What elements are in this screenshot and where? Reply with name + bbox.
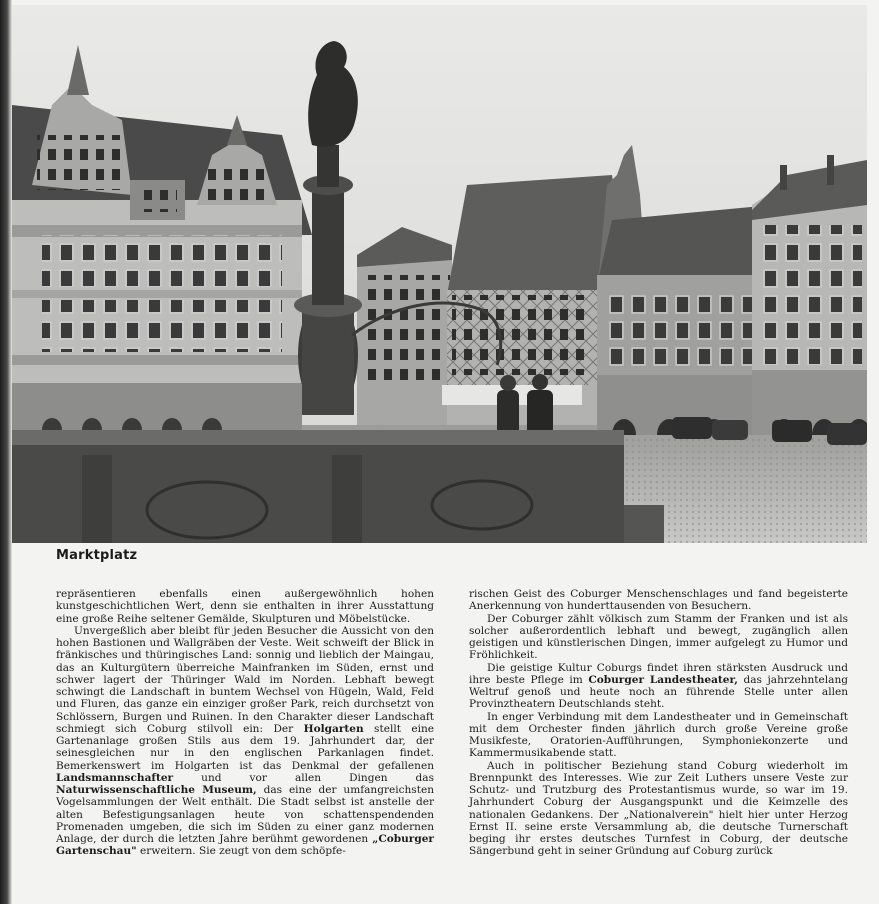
paragraph — [56, 588, 434, 625]
text-column-left — [56, 588, 434, 858]
text-run: das eine der umfangreichsten Vogelsammlungen der Welt enthält. Die Stadt selbst ist anstelle der alten Befestigungsanlagen heute von schattenspendenden Promenaden umgeben, die sich im Süden zu einer ganz modernen Anlage, der durch die letzten Jahre berühmt gewordenen — [56, 784, 434, 845]
text-run: rischen Geist des Coburger Menschenschlages und fand begeisterte Anerkennung von hunderttausenden von Besuchern. — [469, 588, 848, 613]
paragraph — [469, 711, 848, 760]
text-run: und vor allen Dingen das — [173, 771, 434, 784]
emphasis-landestheater: Coburger Landestheater, — [588, 673, 738, 686]
paragraph — [469, 760, 848, 858]
text-run: In enger Verbindung mit dem Landestheater und in Gemeinschaft mit dem Orchester finden jährlich durch große Vereine große Musikfeste, Oratorien-Aufführungen, Symphoniekonzerte und Kammermusikabende statt. — [469, 710, 848, 760]
emphasis-holgarten: Holgarten — [303, 722, 364, 735]
text-run: stellt eine Gartenanlage großen Stils aus dem 19. Jahrhundert dar, der seinesgleichen nur in den englischen Parkanlagen findet. Bemerkenswert im Holgarten ist das Denkmal der gefallenen — [56, 722, 434, 772]
text-run: Der Coburger zählt völkisch zum Stamm der Franken und ist als solcher außerordentlich lebhaft und bewegt, zugänglich allen geistigen und künstlerischen Dingen, immer aufgelegt zu Humor und Fröhlichkeit. — [469, 612, 848, 662]
text-run: Die geistige Kultur Coburgs findet ihren stärksten Ausdruck und ihre beste Pflege im — [469, 661, 848, 686]
paragraph — [469, 613, 848, 662]
text-run: Auch in politischer Beziehung stand Coburg wiederholt im Brennpunkt des Interesses. Wie zur Zeit Luthers unsere Veste zur Schutz- und Trutzburg des Protestantismus wurde, so war im 19. Jahrhundert Coburg der Ausgangspunkt und die Keimzelle des nationalen Gedankens. Der „Nationalverein" hielt hier unter Herzog Ernst II. seine erste Versammlung ab, die deutsche Turnerschaft beging ihr erstes deutsches Turnfest in Coburg, der deutsche Sängerbund geht in seiner Gründung auf Coburg zurück — [469, 759, 848, 858]
text-run: repräsentieren ebenfalls einen außergewöhnlich hohen kunstgeschichtlichen Wert, denn sie enthalten in ihrer Ausstattung eine große Reihe seltener Gemälde, Skulpturen und Möbelstücke. — [56, 588, 434, 625]
emphasis-landsmannschafter: Landsmannschafter — [56, 771, 174, 784]
text-run: Unvergeßlich aber bleibt für jeden Besucher die Aussicht von den hohen Bastionen und Wallgräben der Veste. Weit schweift der Blick in fränkisches und thüringisches Land: sonnig und lieblich der Maingau, das an Kulturgütern überreiche Mainfranken im Süden, ernst und schwer lagert der Thüringer Wald im Norden. Lebhaft bewegt schwingt die Landschaft in buntem Wechsel von Hügeln, Wald, Feld und Fluren, das ganze ein einziger großer Park, reich durchsetzt von Schlössern, Burgen und Ruinen. In den Charakter dieser Landschaft schmiegt sich Coburg stilvoll ein: Der — [56, 624, 434, 735]
paragraph — [469, 588, 848, 613]
paragraph — [469, 662, 848, 711]
emphasis-gartenschau: „Coburger Gartenschau" — [56, 833, 434, 858]
marktplatz-photo — [12, 5, 867, 543]
photo-caption: Marktplatz — [56, 548, 138, 563]
text-run: das jahrzehntelang Weltruf genoß und heute noch an führende Stelle unter allen Provinztheatern Deutschlands steht. — [469, 673, 848, 711]
text-run: erweitern. Sie zeugt von dem schöpfe- — [136, 845, 346, 858]
page-binding-edge — [0, 0, 12, 904]
text-column-right — [469, 588, 848, 858]
emphasis-museum: Naturwissenschaftliche Museum, — [56, 784, 257, 796]
paragraph — [56, 625, 434, 858]
